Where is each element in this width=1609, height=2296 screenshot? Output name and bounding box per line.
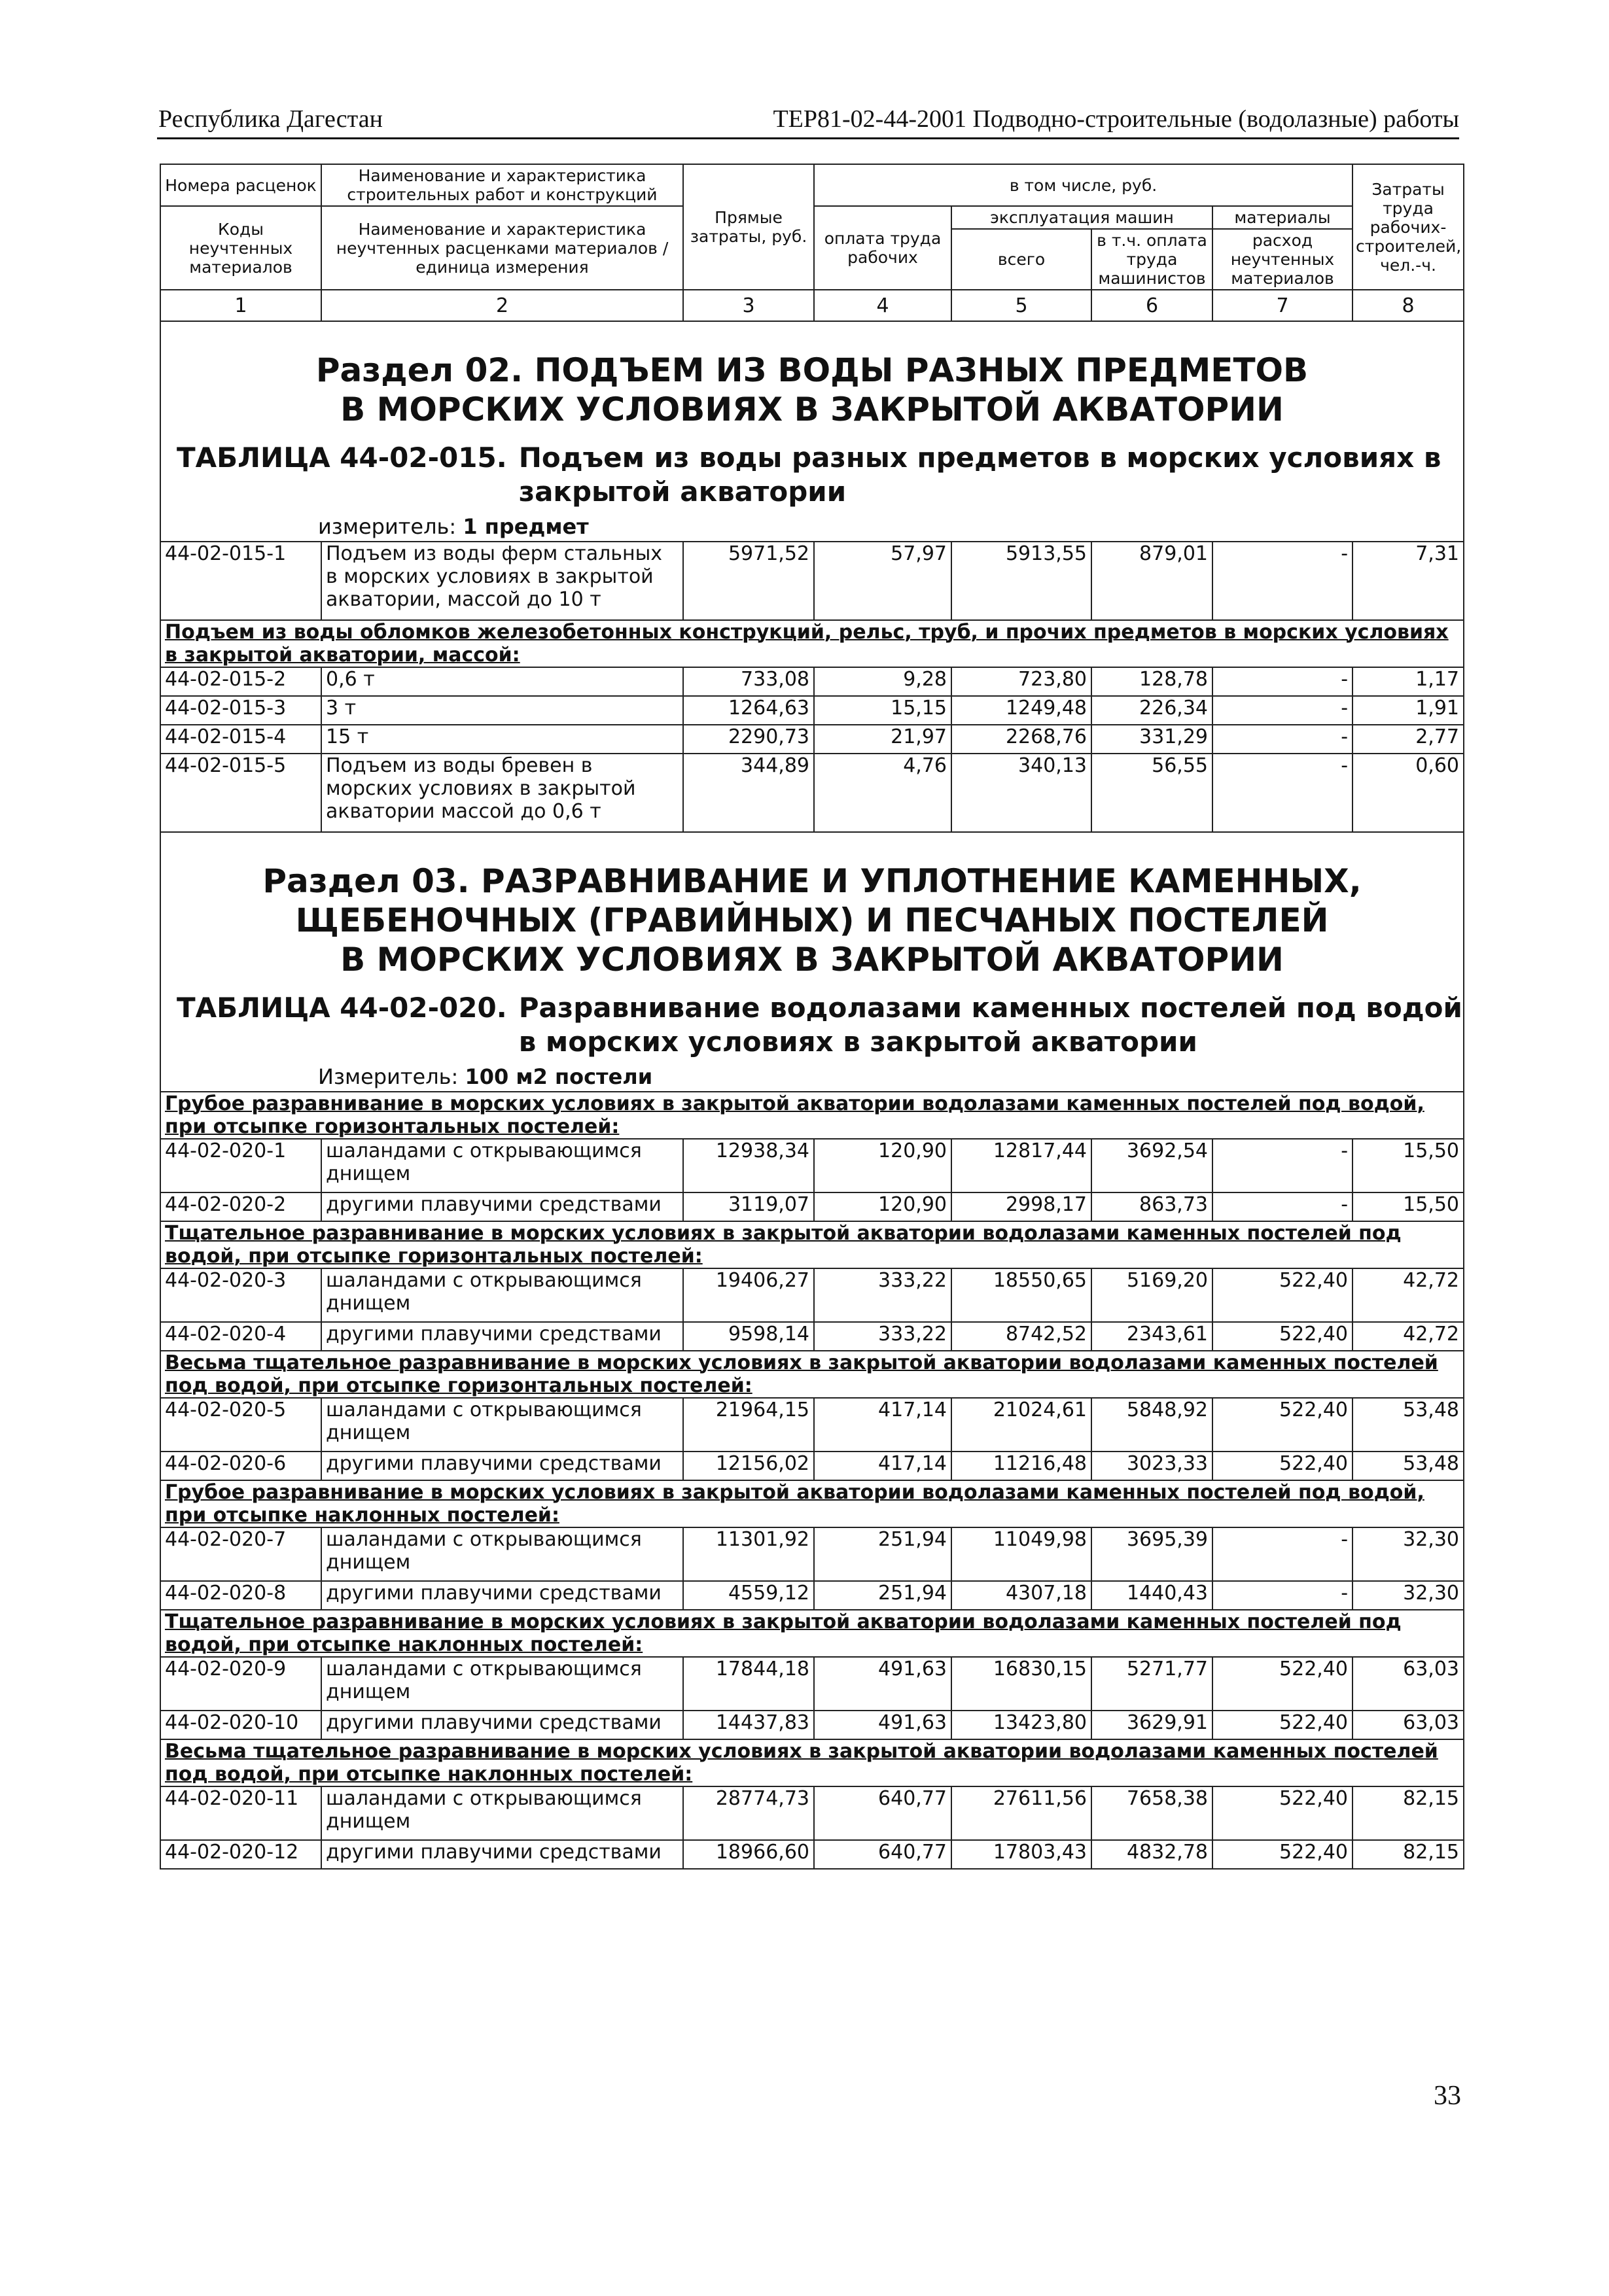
table-row: 44-02-020-9 шаландами с открывающимся днищем 17844,18 491,63 16830,15 5271,77 522,40 63,03 <box>160 1657 1464 1711</box>
table-015-meter: измеритель: 1 предмет <box>318 514 589 539</box>
col-header-labor: Затраты труда рабочих-строителей, чел.-ч. <box>1353 164 1464 290</box>
table-row: 44-02-020-5 шаландами с открывающимся днищем 21964,15 417,14 21024,61 5848,92 522,40 53,48 <box>160 1398 1464 1452</box>
col-header-machwage: в т.ч. оплата труда машинистов <box>1091 229 1212 290</box>
table-row: 44-02-015-4 15 т 2290,73 21,97 2268,76 331,29 - 2,77 <box>160 725 1464 754</box>
col-num: 6 <box>1091 290 1212 321</box>
table-row: 44-02-020-8 другими плавучими средствами 4559,12 251,94 4307,18 1440,43 - 32,30 <box>160 1581 1464 1610</box>
table-row: 44-02-020-6 другими плавучими средствами 12156,02 417,14 11216,48 3023,33 522,40 53,48 <box>160 1452 1464 1480</box>
rates-table <box>160 164 1464 1870</box>
table-row: 44-02-015-2 0,6 т 733,08 9,28 723,80 128,78 - 1,17 <box>160 667 1464 696</box>
col-header-materials: материалы <box>1212 206 1353 229</box>
group-title: Подъем из воды обломков железобетонных конструкций, рельс, труб, и прочих предметов в морских условиях в закрытой акватории, массой: <box>160 620 1464 667</box>
col-num: 8 <box>1353 290 1464 321</box>
group-heading-row <box>160 1480 1464 1527</box>
group-heading-row <box>160 1221 1464 1268</box>
group-title: Тщательное разравнивание в морских условиях в закрытой акватории водолазами каменных постелей под водой, при отсыпке наклонных постелей: <box>160 1610 1464 1657</box>
group-title: Весьма тщательное разравнивание в морских условиях в закрытой акватории водолазами каменных постелей под водой, при отсыпке горизонтальных постелей: <box>160 1351 1464 1398</box>
group-heading-row <box>160 1092 1464 1139</box>
section-02-heading-row <box>160 321 1464 542</box>
col-header-name2: Наименование и характеристика неучтенных расценками материалов / единица измерения <box>321 206 683 290</box>
group-heading-row <box>160 620 1464 667</box>
header-region: Республика Дагестан <box>158 105 383 133</box>
page-number: 33 <box>1434 2081 1461 2111</box>
col-num: 7 <box>1212 290 1353 321</box>
table-header <box>160 164 1464 321</box>
col-header-total: всего <box>951 229 1091 290</box>
col-header-including: в том числе, руб. <box>814 164 1353 206</box>
col-num: 3 <box>683 290 814 321</box>
col-num: 2 <box>321 290 683 321</box>
page-header <box>157 105 1459 139</box>
table-row: 44-02-015-5 Подъем из воды бревен в морских условиях в закрытой акватории массой до 0,6 т 344,89 4,76 340,13 56,55 - 0,60 <box>160 754 1464 832</box>
table-row: 44-02-020-7 шаландами с открывающимся днищем 11301,92 251,94 11049,98 3695,39 - 32,30 <box>160 1527 1464 1581</box>
section-03-heading-row <box>160 832 1464 1092</box>
group-heading-row <box>160 1610 1464 1657</box>
table-row: 44-02-020-2 другими плавучими средствами 3119,07 120,90 2998,17 863,73 - 15,50 <box>160 1192 1464 1221</box>
col-header-wage: оплата труда рабочих <box>814 206 951 290</box>
group-title: Грубое разравнивание в морских условиях в закрытой акватории водолазами каменных постелей под водой, при отсыпке наклонных постелей: <box>160 1480 1464 1527</box>
col-header-machines: эксплуатация машин <box>951 206 1212 229</box>
table-020-meter: Измеритель: 100 м2 постели <box>318 1064 653 1089</box>
col-header-matcons: расход неучтенных материалов <box>1212 229 1353 290</box>
col-header-name: Наименование и характеристика строительных работ и конструкций <box>321 164 683 206</box>
table-020-title: ТАБЛИЦА 44-02-020. Разравнивание водолазами каменных постелей под водой в морских условиях в закрытой акватории <box>177 992 1462 1058</box>
col-num: 4 <box>814 290 951 321</box>
group-title: Грубое разравнивание в морских условиях в закрытой акватории водолазами каменных постелей под водой, при отсыпке горизонтальных постелей: <box>160 1092 1464 1139</box>
table-row: 44-02-020-11 шаландами с открывающимся днищем 28774,73 640,77 27611,56 7658,38 522,40 82,15 <box>160 1786 1464 1840</box>
table-015-title: ТАБЛИЦА 44-02-015. Подъем из воды разных предметов в морских условиях в закрытой акватории <box>177 442 1441 508</box>
col-header-direct: Прямые затраты, руб. <box>683 164 814 290</box>
header-document-title: ТЕР81-02-44-2001 Подводно-строительные (водолазные) работы <box>773 105 1459 133</box>
table-row: 44-02-020-3 шаландами с открывающимся днищем 19406,27 333,22 18550,65 5169,20 522,40 42,72 <box>160 1268 1464 1322</box>
group-title: Тщательное разравнивание в морских условиях в закрытой акватории водолазами каменных постелей под водой, при отсыпке горизонтальных постелей: <box>160 1221 1464 1268</box>
group-heading-row <box>160 1351 1464 1398</box>
section-02-title: Раздел 02. ПОДЪЕМ ИЗ ВОДЫ РАЗНЫХ ПРЕДМЕТОВ В МОРСКИХ УСЛОВИЯХ В ЗАКРЫТОЙ АКВАТОРИИ <box>315 351 1309 428</box>
col-num: 5 <box>951 290 1091 321</box>
col-header-rates: Номера расценок <box>160 164 321 206</box>
section-03-title: Раздел 03. РАЗРАВНИВАНИЕ И УПЛОТНЕНИЕ КАМЕННЫХ, ЩЕБЕНОЧНЫХ (ГРАВИЙНЫХ) И ПЕСЧАНЫХ ПОСТЕЛЕЙ В МОРСКИХ УСЛОВИЯХ В ЗАКРЫТОЙ АКВАТОРИИ <box>262 862 1362 979</box>
col-num: 1 <box>160 290 321 321</box>
group-title: Весьма тщательное разравнивание в морских условиях в закрытой акватории водолазами каменных постелей под водой, при отсыпке наклонных постелей: <box>160 1739 1464 1786</box>
table-row: 44-02-020-12 другими плавучими средствами 18966,60 640,77 17803,43 4832,78 522,40 82,15 <box>160 1840 1464 1869</box>
table-row: 44-02-015-1 Подъем из воды ферм стальных в морских условиях в закрытой акватории, массой до 10 т 5971,52 57,97 5913,55 879,01 - 7,31 <box>160 542 1464 620</box>
table-row: 44-02-020-10 другими плавучими средствами 14437,83 491,63 13423,80 3629,91 522,40 63,03 <box>160 1711 1464 1739</box>
table-row: 44-02-015-3 3 т 1264,63 15,15 1249,48 226,34 - 1,91 <box>160 696 1464 725</box>
table-row: 44-02-020-1 шаландами с открывающимся днищем 12938,34 120,90 12817,44 3692,54 - 15,50 <box>160 1139 1464 1192</box>
col-header-codes: Коды неучтенных материалов <box>160 206 321 290</box>
table-row: 44-02-020-4 другими плавучими средствами 9598,14 333,22 8742,52 2343,61 522,40 42,72 <box>160 1322 1464 1351</box>
group-heading-row <box>160 1739 1464 1786</box>
